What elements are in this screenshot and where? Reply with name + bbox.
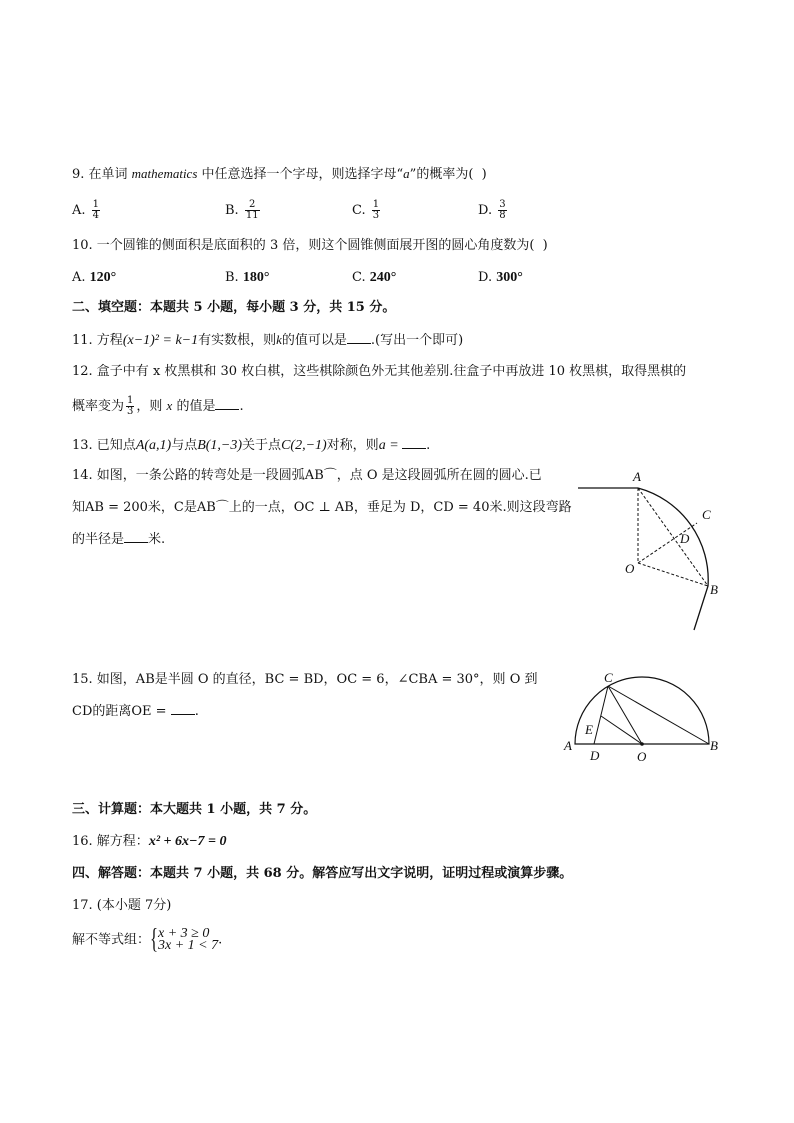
q10-option-b [225,268,269,288]
inequality-1: x + 3 ≥ 0 [158,926,210,941]
denominator: 3 [127,406,134,417]
label-a: A [633,469,641,484]
question-16 [72,832,226,852]
label-c: C [702,507,711,522]
q9-option-b [225,200,262,221]
q13-a: a = [378,438,403,453]
q9-word: mathematics [131,166,198,181]
question-14-line2: 知AB = 200米，C是AB⌒上的一点，OC ⊥ AB，垂足为 D，CD = 40米.则这段弯路 [72,500,572,515]
segment-co [608,686,642,744]
q11-prefix: 11. 方程 [72,333,123,348]
q12-suffix: 的值是 [172,399,216,414]
q15-figure [558,668,730,766]
numerator: 1 [127,395,134,406]
label-a: A [564,738,572,753]
q14-prefix: 的半径是 [72,532,125,547]
section-2-title: 二、填空题：本题共 5 小题，每小题 3 分，共 15 分。 [72,300,396,315]
q9-letter: a [403,166,410,181]
option-value: 240° [369,270,397,285]
q10-option-a [72,268,116,288]
question-13 [72,436,430,456]
option-label: A. [72,203,86,218]
question-17-body [72,924,223,955]
q11-equation: (x−1)² = k−1 [122,333,199,348]
label-d: D [680,531,690,546]
q15-tail: . [194,704,199,719]
arc-ab [638,488,708,630]
denominator: 8 [499,210,506,221]
answer-blank[interactable] [215,397,239,410]
q13-point-b: B(1,−3) [197,438,243,453]
q12-prefix: 概率变为 [72,399,125,414]
option-label: D. [478,270,493,285]
question-14-line3 [72,530,165,550]
question-9 [72,164,487,185]
q17-tail: . [218,932,223,948]
numerator: 1 [92,199,100,210]
question-15-line1: 15. 如图，AB是半圆 O 的直径，BC = BD，OC = 6，∠CBA = 30°，则 O 到 [72,672,538,687]
q17-prefix: 解不等式组： [72,932,151,948]
option-value: 300° [496,270,523,285]
q12-mid: ，则 [136,399,167,414]
numerator: 2 [245,200,260,211]
label-o: O [625,561,635,576]
option-label: C. [352,270,366,285]
q13-prefix: 13. 已知点 [72,438,136,453]
q13-mid1: 与点 [171,438,198,453]
q13-tail: . [426,438,431,453]
q9-mid: 中任意选择一个字母，则选择字母“ [197,167,404,182]
option-label: B. [225,270,239,285]
q11-tail: .(写出一个即可) [370,333,464,348]
q14-suffix: 米. [148,532,166,547]
answer-blank[interactable] [347,331,371,344]
denominator: 3 [372,210,380,221]
q15-prefix: CD的距离OE = [72,704,171,719]
option-label: D. [478,203,493,218]
fraction [126,396,134,417]
label-c: C [604,670,613,685]
numerator: 1 [372,199,380,210]
label-o: O [637,749,647,764]
question-11 [72,330,463,351]
inequality-system [150,924,219,955]
option-value: 180° [242,270,270,285]
q9-option-c [352,200,382,221]
fraction [245,200,260,221]
q12-x: x [166,398,173,413]
q13-mid2: 关于点 [242,438,282,453]
answer-blank[interactable] [124,530,148,543]
answer-blank[interactable] [171,702,195,715]
point-o [640,742,644,746]
q9-prefix: 9. 在单词 [72,167,132,182]
q11-mid: 有实数根，则 [198,333,277,348]
q13-point-c: C(2,−1) [281,438,327,453]
numerator: 3 [499,199,506,210]
option-value: 120° [89,270,117,285]
q13-point-a: A(a,1) [135,438,172,453]
q11-k: k [276,332,282,347]
inequality-2: 3x + 1 < 7 [158,938,219,953]
fraction [498,200,506,221]
q11-suffix: 的值可以是 [281,333,347,348]
q9-option-d [478,200,509,221]
label-b: B [710,582,718,597]
denominator: 11 [245,210,259,221]
q12-tail: . [239,399,244,414]
q13-mid3: 对称，则 [326,438,379,453]
q9-option-a [72,200,102,221]
option-label: A. [72,270,86,285]
semicircle [575,677,709,744]
label-d: D [590,748,600,763]
q10-option-d [478,268,523,288]
fraction [92,200,100,221]
denominator: 4 [92,210,100,221]
q9-suffix: ”的概率为( ) [409,167,487,182]
question-15-line2 [72,702,199,722]
q14-figure [570,468,730,638]
label-e: E [585,722,593,737]
question-17-header: 17. (本小题 7分) [72,898,172,913]
fraction [372,200,380,221]
segment-cb [608,686,709,744]
option-label: C. [352,203,366,218]
question-12-line2 [72,396,244,417]
question-14-line1: 14. 如图，一条公路的转弯处是一段圆弧AB⌒，点 O 是这段圆弧所在圆的圆心.已 [72,468,542,483]
brace-icon: { [150,924,159,955]
q16-equation: x² + 6x−7 = 0 [148,834,227,849]
section-3-title: 三、计算题：本大题共 1 小题，共 7 分。 [72,802,317,817]
q10-option-c [352,268,396,288]
section-4-title: 四、解答题：本题共 7 小题，共 68 分。解答应写出文字说明，证明过程或演算步骤。 [72,866,573,881]
option-label: B. [225,203,239,218]
answer-blank[interactable] [402,436,426,449]
label-b: B [710,738,718,753]
segment-oe [601,716,642,744]
segment-ob [638,563,708,586]
question-10: 10. 一个圆锥的侧面积是底面积的 3 倍，则这个圆锥侧面展开图的圆心角度数为( ) [72,238,548,253]
q16-prefix: 16. 解方程： [72,834,149,849]
question-12-line1: 12. 盒子中有 x 枚黑棋和 30 枚白棋，这些棋除颜色外无其他差别.往盒子中再放进 10 枚黑棋，取得黑棋的 [72,364,687,379]
